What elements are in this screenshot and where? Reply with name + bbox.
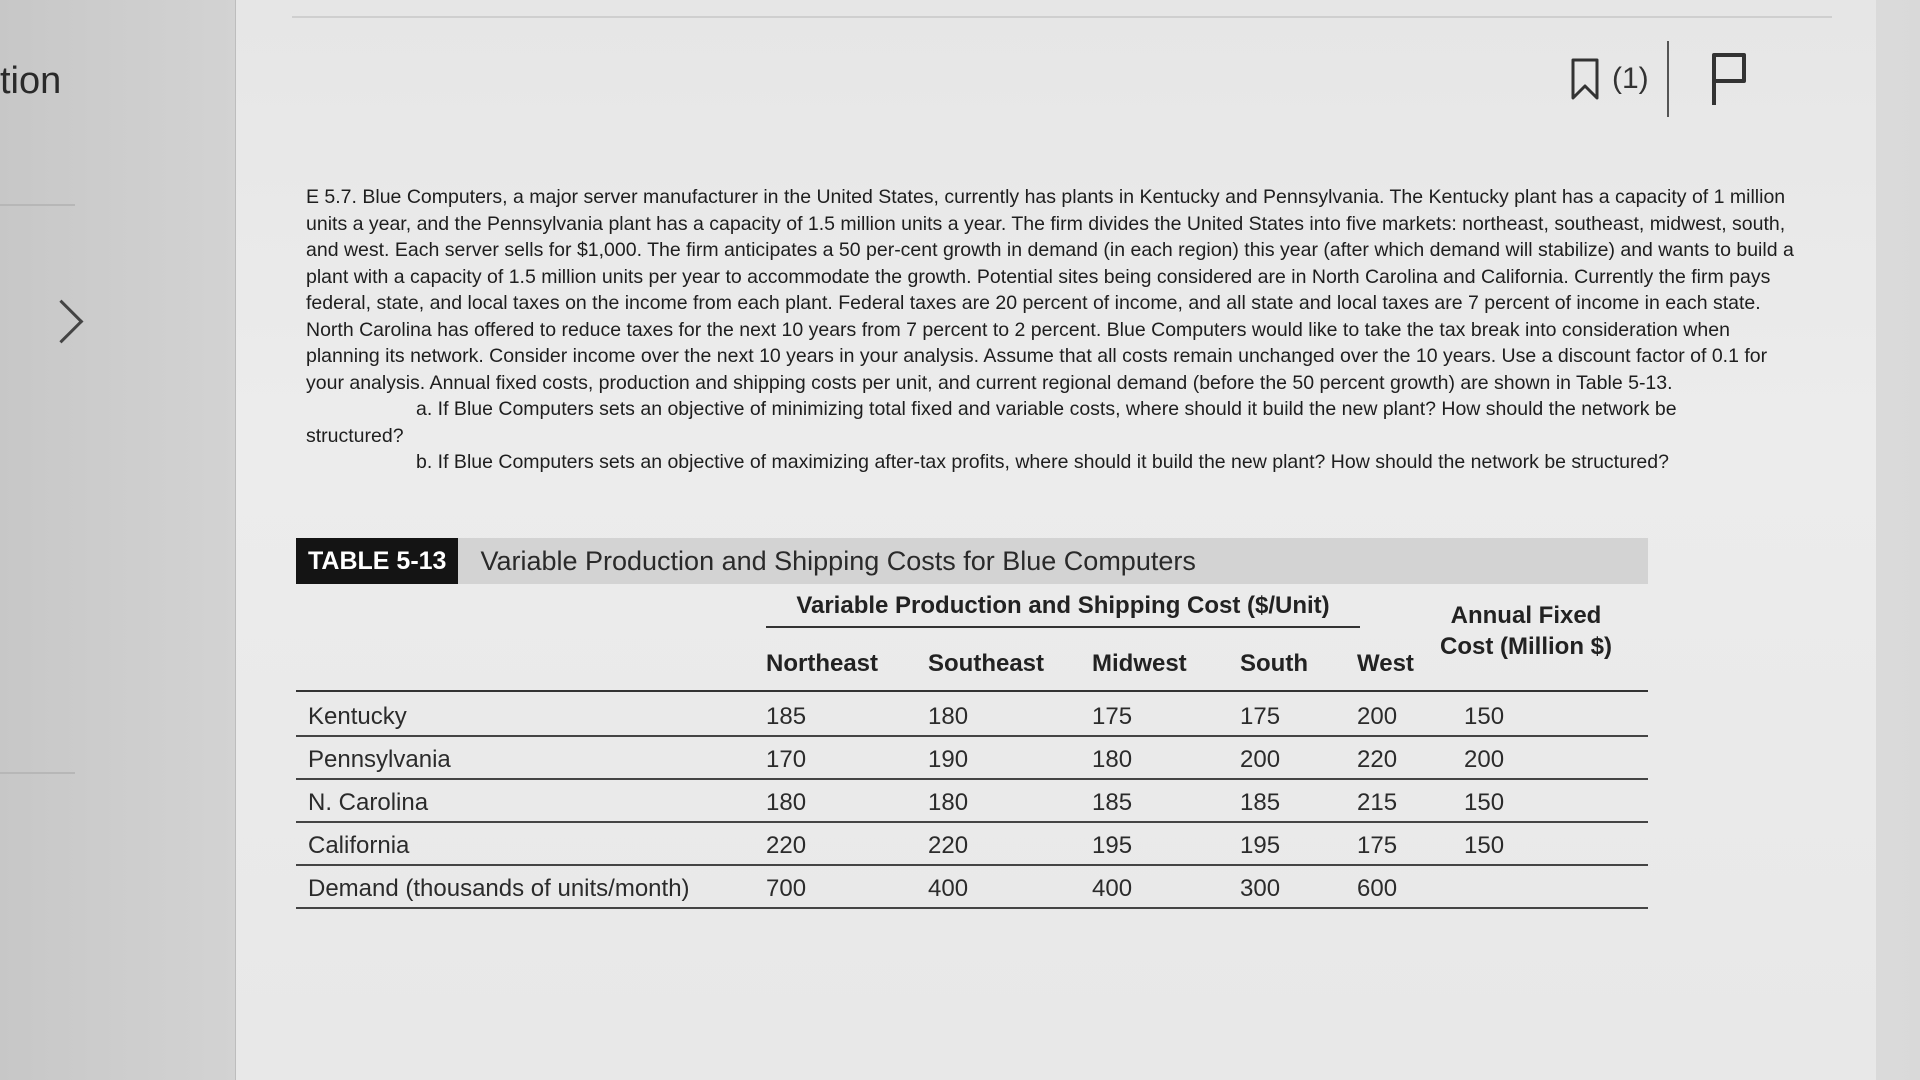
- cell-south: 195: [1240, 832, 1281, 859]
- cell-southeast: 190: [928, 746, 969, 773]
- column-header-midwest: Midwest: [1092, 650, 1187, 677]
- cell-fixed-cost: 150: [1464, 789, 1505, 816]
- part-a-question: a. If Blue Computers sets an objective of minimizing total fixed and variable costs, where should it build the new plant? How should the network be: [416, 398, 1677, 420]
- question-actions: [1570, 42, 1749, 116]
- table-row: [296, 823, 1648, 866]
- sidebar-title: tion: [0, 60, 62, 102]
- cell-south: 185: [1240, 789, 1281, 816]
- action-separator: [1667, 41, 1669, 117]
- problem-statement: [306, 184, 1806, 476]
- table-label: TABLE 5-13: [296, 538, 458, 584]
- table-caption: [296, 538, 1648, 584]
- column-header-northeast: Northeast: [766, 650, 879, 677]
- row-name: Kentucky: [308, 703, 407, 730]
- cell-midwest: 180: [1092, 746, 1133, 773]
- flag-icon[interactable]: [1709, 51, 1749, 107]
- part-a-continuation: structured?: [306, 424, 404, 447]
- cell-northeast: 180: [766, 789, 807, 816]
- fixed-cost-header-line1: Annual Fixed: [1450, 602, 1602, 629]
- table-row-demand: [296, 866, 1648, 909]
- bookmark-count: (1): [1612, 62, 1649, 95]
- cell-fixed-cost: 150: [1464, 703, 1505, 730]
- cell-southeast: 220: [928, 832, 969, 859]
- cell-south: 200: [1240, 746, 1281, 773]
- group-header: Variable Production and Shipping Cost ($/Unit): [766, 592, 1360, 628]
- question-card: [236, 0, 1876, 1080]
- table-row: [296, 737, 1648, 780]
- cell-midwest: 175: [1092, 703, 1133, 730]
- row-name: California: [308, 832, 410, 859]
- cell-midwest: 195: [1092, 832, 1133, 859]
- table-body: [296, 694, 1648, 909]
- cell-northeast: 700: [766, 875, 807, 902]
- part-b-question: b. If Blue Computers sets an objective of maximizing after-tax profits, where should it build the new plant? How should the network be structured?: [416, 451, 1669, 473]
- sidebar-divider: [0, 772, 75, 774]
- cell-fixed-cost: 200: [1464, 746, 1505, 773]
- left-panel: [0, 0, 236, 1080]
- top-divider: [292, 16, 1832, 18]
- cell-southeast: 400: [928, 875, 969, 902]
- cell-west: 175: [1357, 832, 1398, 859]
- fixed-cost-header: [1404, 600, 1648, 662]
- bookmark-icon[interactable]: [1570, 57, 1600, 101]
- cell-west: 220: [1357, 746, 1398, 773]
- row-name: Demand (thousands of units/month): [308, 875, 690, 902]
- column-header-south: South: [1240, 650, 1308, 677]
- cell-west: 200: [1357, 703, 1398, 730]
- column-header-west: West: [1357, 650, 1414, 677]
- cell-fixed-cost: 150: [1464, 832, 1505, 859]
- cell-west: 215: [1357, 789, 1398, 816]
- sidebar-divider: [0, 204, 75, 206]
- cell-midwest: 185: [1092, 789, 1133, 816]
- cell-west: 600: [1357, 875, 1398, 902]
- cell-southeast: 180: [928, 703, 969, 730]
- fixed-cost-header-line2: Cost (Million $): [1440, 633, 1612, 660]
- row-name: Pennsylvania: [308, 746, 451, 773]
- chevron-right-icon[interactable]: [40, 300, 84, 344]
- row-name: N. Carolina: [308, 789, 429, 816]
- table-title: Variable Production and Shipping Costs for Blue Computers: [480, 545, 1196, 576]
- table-row: [296, 694, 1648, 737]
- header-rule: [296, 690, 1648, 692]
- data-table: [296, 538, 1648, 902]
- cell-northeast: 170: [766, 746, 807, 773]
- column-header-southeast: Southeast: [928, 650, 1045, 677]
- table-row: [296, 780, 1648, 823]
- cell-northeast: 185: [766, 703, 807, 730]
- cell-south: 175: [1240, 703, 1281, 730]
- cell-southeast: 180: [928, 789, 969, 816]
- problem-paragraph: E 5.7. Blue Computers, a major server manufacturer in the United States, currently has plants in Kentucky and Pennsylvania. The Kentucky plant has a capacity of 1 million units a year, and the Pennsylvania plant has a capacity of 1.5 million units a year. The firm divides the United States into five markets: northeast, southeast, midwest, south, and west. Each server sells for $1,000. The firm anticipates a 50 per-cent growth in demand (in each region) this year (after which demand will stabilize) and wants to build a plant with a capacity of 1.5 million units per year to accommodate the growth. Potential sites being considered are in North Carolina and California. Currently the firm pays federal, state, and local taxes on the income from each plant. Federal taxes are 20 percent of income, and all state and local taxes are 7 percent of income in each state. North Carolina has offered to reduce taxes for the next 10 years from 7 percent to 2 percent. Blue Computers would like to take the tax break into consideration when planning its network. Consider income over the next 10 years in your analysis. Assume that all costs remain unchanged over the 10 years. Use a discount factor of 0.1 for your analysis. Annual fixed costs, production and shipping costs per unit, and current regional demand (before the 50 percent growth) are shown in Table 5-13.: [306, 186, 1794, 394]
- cell-midwest: 400: [1092, 875, 1133, 902]
- cell-south: 300: [1240, 875, 1281, 902]
- cell-northeast: 220: [766, 832, 807, 859]
